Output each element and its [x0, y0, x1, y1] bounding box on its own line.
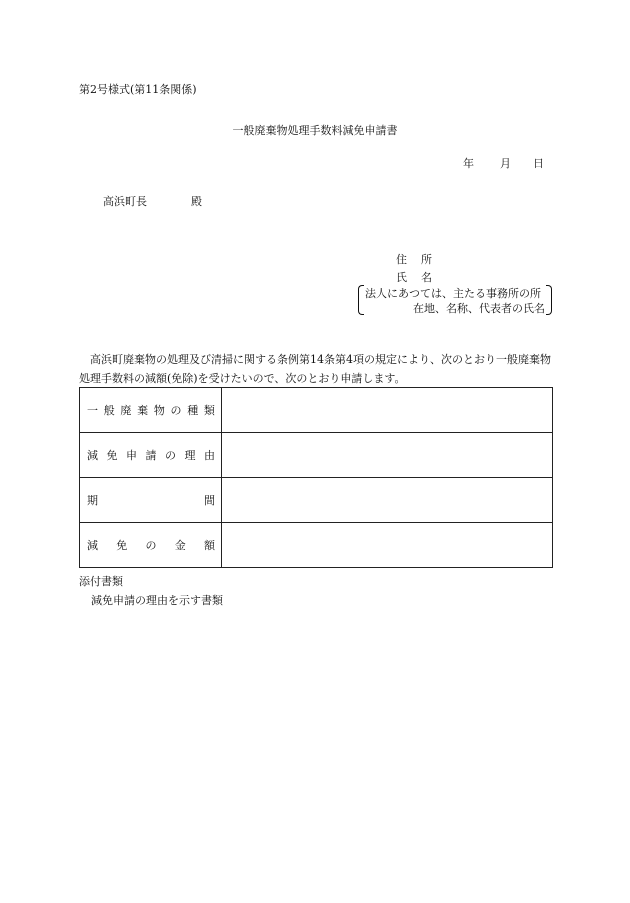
table-label: [87, 537, 215, 553]
table-row: [80, 523, 553, 568]
addressee-name: 高浜町長: [103, 195, 147, 208]
table-label-char: の: [165, 449, 176, 462]
table-label-cell: [80, 523, 222, 568]
corporation-note-line1: 法人にあつては、主たる事務所の所: [365, 287, 541, 300]
table-label-char: 般: [103, 404, 115, 417]
table-label-char: 間: [204, 494, 215, 507]
table-label: [87, 492, 215, 508]
application-table: [79, 387, 553, 568]
table-label-cell: [80, 433, 222, 478]
date-year: 年: [463, 157, 474, 170]
addressee: [103, 193, 202, 209]
table-label: [87, 402, 215, 418]
date-month: 月: [500, 157, 511, 170]
left-bracket: [358, 285, 364, 315]
address-label-char: 住: [396, 253, 407, 266]
table-label: [87, 447, 215, 463]
table-label-cell: [80, 388, 222, 433]
address-label: [396, 251, 432, 267]
document-title: 一般廃棄物処理手数料減免申請書: [232, 124, 398, 137]
table-label-char: 減: [87, 539, 98, 552]
name-label: [396, 269, 432, 285]
table-label-char: 減: [87, 449, 98, 462]
table-label-char: 金: [174, 539, 186, 552]
table-value-cell[interactable]: [222, 388, 553, 433]
table-label-char: 棄: [137, 404, 149, 417]
table-label-char: の: [145, 539, 157, 552]
table-label-char: 額: [204, 539, 215, 552]
addressee-honorific: 殿: [191, 195, 202, 208]
corporation-note-line2: 在地、名称、代表者の氏名: [413, 302, 545, 315]
form-number: 第2号様式(第11条関係): [79, 83, 197, 96]
table-row: [80, 433, 553, 478]
table-label-char: 理: [184, 449, 196, 462]
table-value-cell[interactable]: [222, 433, 553, 478]
table-value-cell[interactable]: [222, 523, 553, 568]
table-label-char: 一: [87, 404, 98, 417]
table-label-char: 期: [87, 494, 98, 507]
table-row: [80, 478, 553, 523]
attachments-heading: 添付書類: [79, 575, 123, 588]
right-bracket: [546, 285, 552, 315]
date-day: 日: [533, 157, 544, 170]
body-text: 高浜町廃棄物の処理及び清掃に関する条例第14条第4項の規定により、次のとおり一般廃棄物処理手数料の減額(免除)を受けたいので、次のとおり申請します。: [79, 353, 551, 385]
table-value-cell[interactable]: [222, 478, 553, 523]
name-label-char: 氏: [396, 271, 407, 284]
table-label-cell: [80, 478, 222, 523]
table-label-char: 請: [145, 449, 157, 462]
name-label-char: 名: [421, 271, 432, 284]
table-label-char: 類: [203, 404, 215, 417]
table-label-char: 免: [106, 449, 118, 462]
table-label-char: の: [170, 404, 182, 417]
table-label-char: 種: [187, 404, 199, 417]
table-label-char: 由: [204, 449, 215, 462]
table-label-char: 廃: [120, 404, 132, 417]
table-row: [80, 388, 553, 433]
corporation-note: [358, 285, 552, 315]
table-label-char: 申: [126, 449, 137, 462]
date-line: [463, 155, 544, 171]
address-label-char: 所: [421, 253, 432, 266]
table-label-char: 免: [116, 539, 128, 552]
table-label-char: 物: [153, 404, 165, 417]
attachments-item: 減免申請の理由を示す書類: [91, 594, 223, 607]
